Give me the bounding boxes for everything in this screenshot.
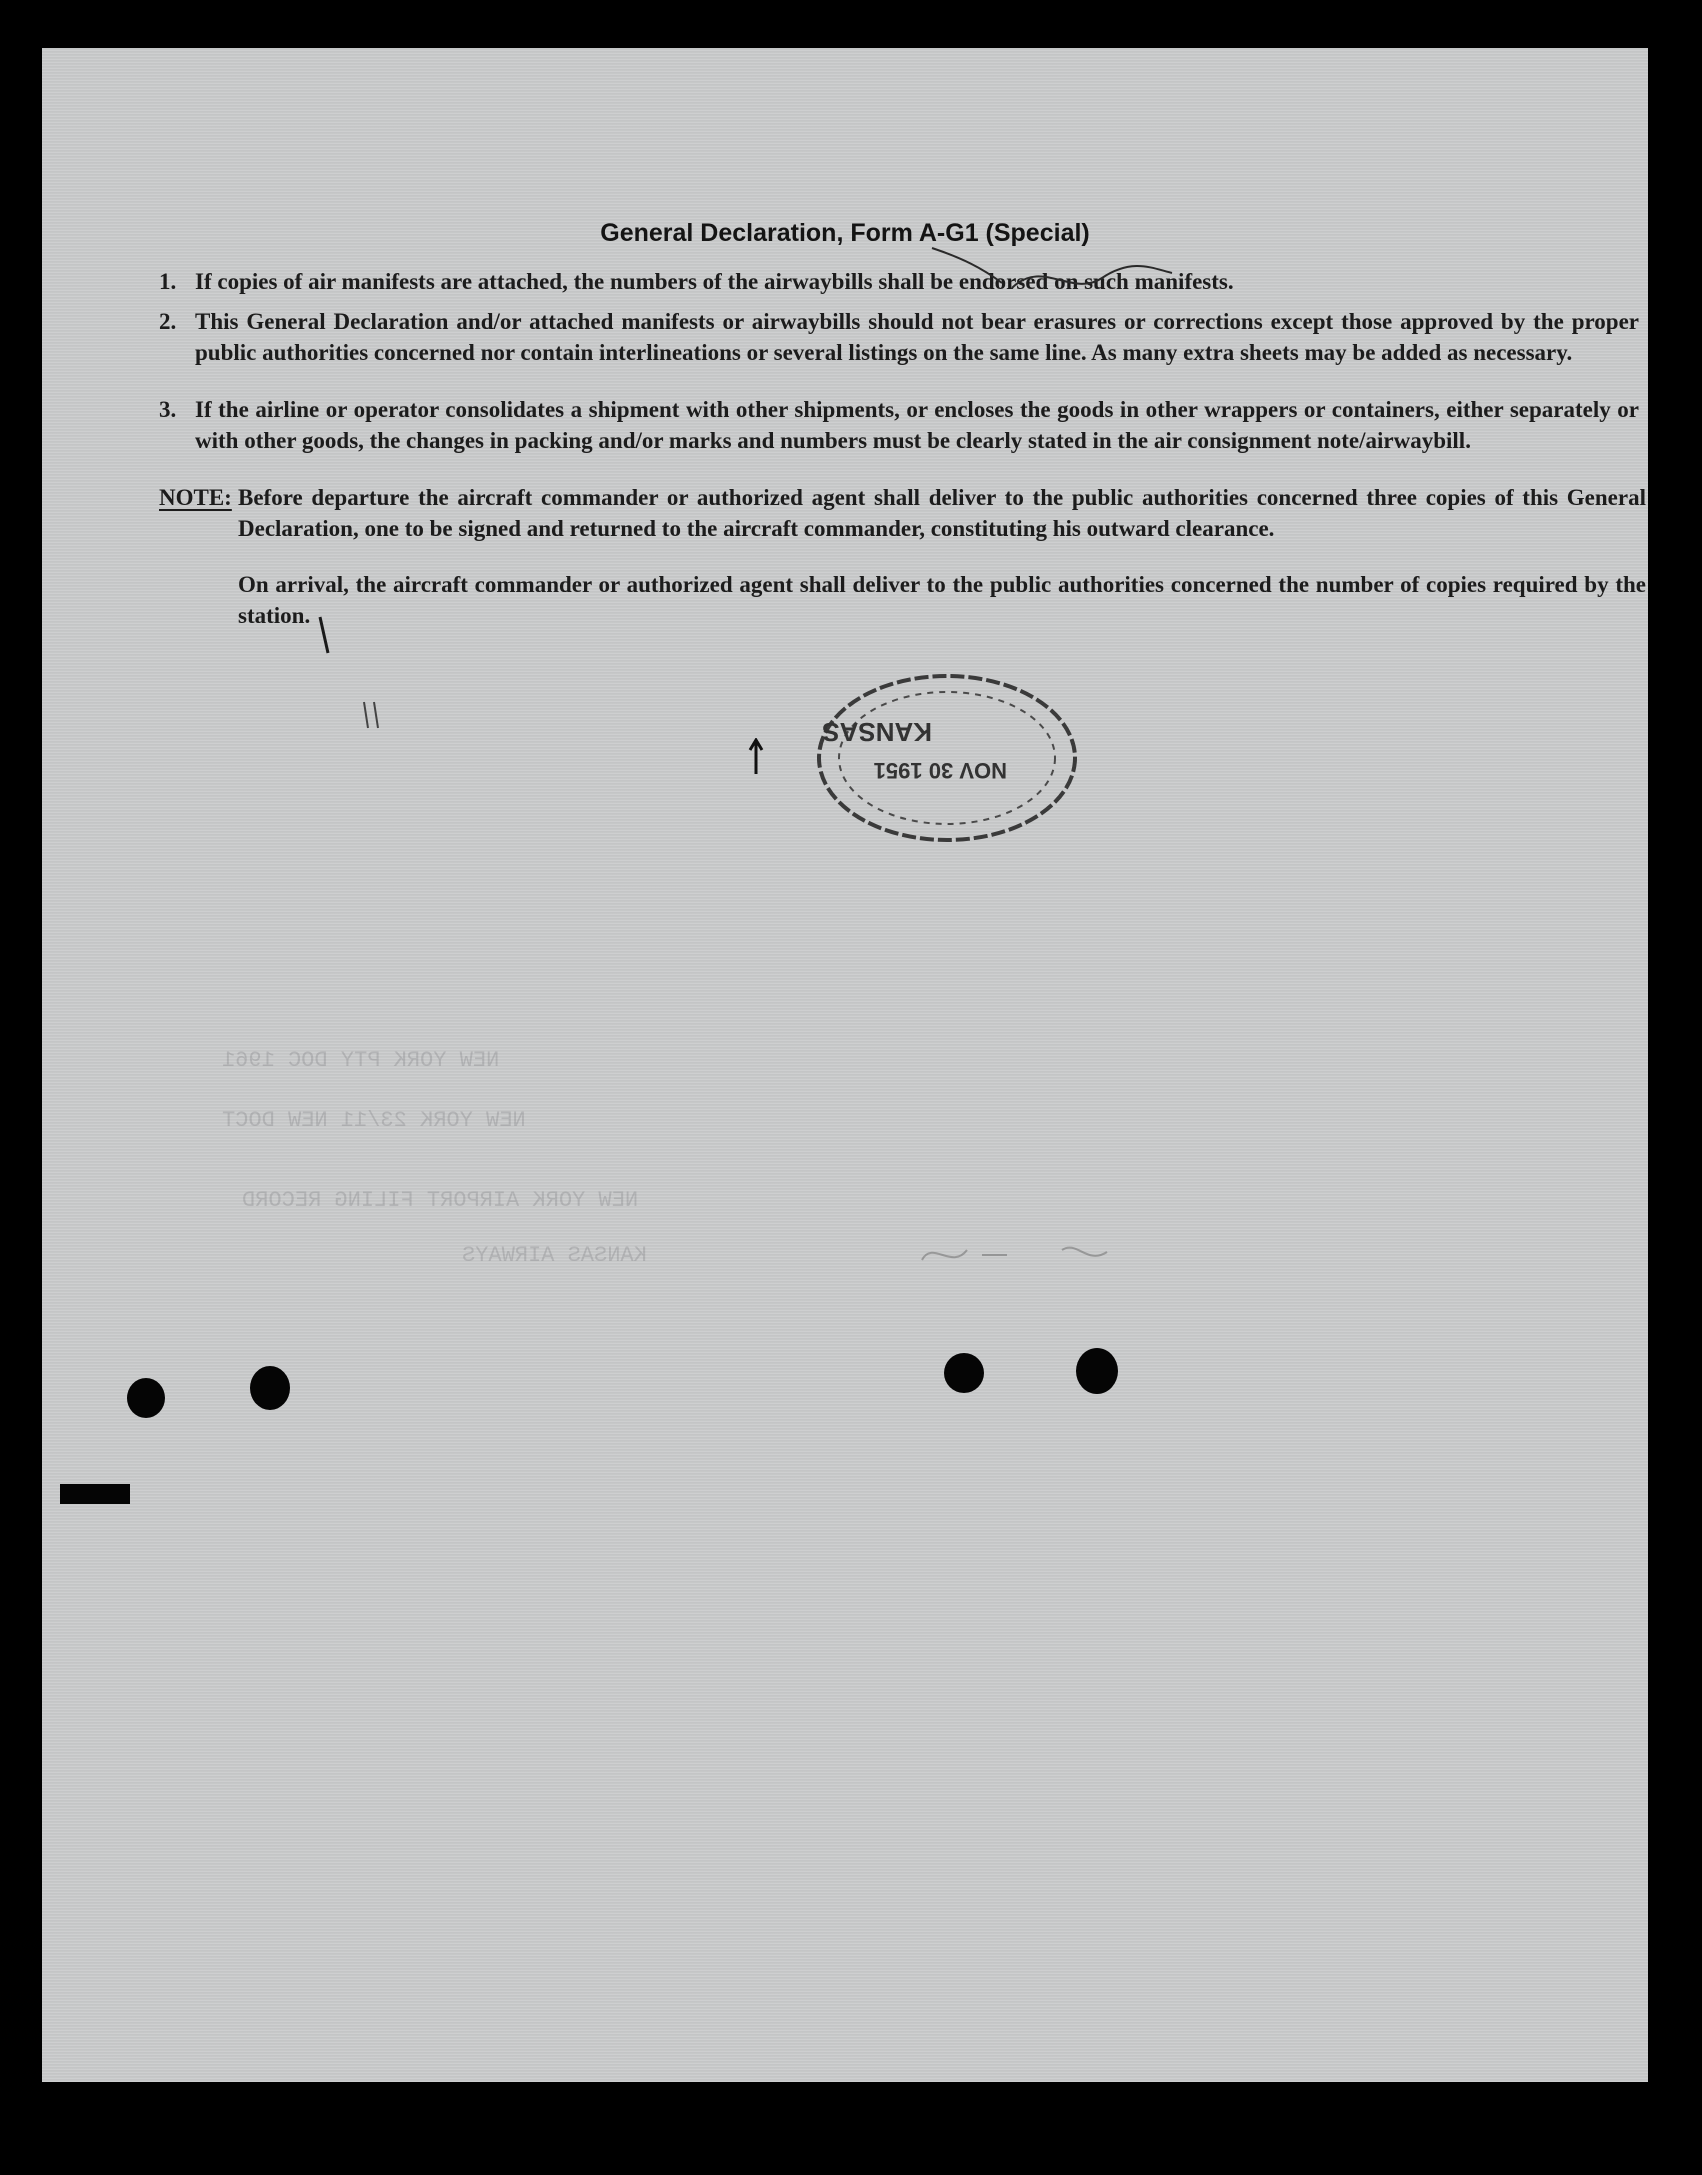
punch-hole	[1076, 1348, 1118, 1394]
pen-mark	[358, 698, 388, 738]
bleed-through-text: NEW YORK AIRPORT FILING RECORD	[242, 1188, 639, 1213]
svg-text:NOV 30 1951: NOV 30 1951	[873, 758, 1007, 783]
note-paragraph: On arrival, the aircraft commander or authorized agent shall deliver to the public authorities concerned the number of copies required by the station.	[238, 572, 1646, 628]
handwritten-mark	[922, 228, 1182, 318]
note-paragraph: Before departure the aircraft commander or authorized agent shall deliver to the public authorities concerned three copies of this General Declaration, one to be signed and returned to the aircraft commander, constituting his outward clearance.	[238, 485, 1646, 541]
pen-mark	[746, 738, 766, 778]
punch-hole	[944, 1353, 984, 1393]
document-page	[42, 48, 1648, 2082]
bleed-through-text: NEW YORK PTY DOC 1961	[222, 1048, 500, 1073]
corner-tab	[60, 1484, 130, 1504]
item-number: 1.	[159, 269, 177, 294]
item-text: If copies of air manifests are attached, the numbers of the airwaybills shall be endorsed on such manifests.	[195, 269, 1234, 294]
customs-stamp	[812, 668, 1082, 848]
bleed-through-text: KANSAS AIRWAYS	[462, 1243, 647, 1268]
page-title: General Declaration, Form A-G1 (Special)	[600, 219, 1090, 247]
item-text: If the airline or operator consolidates a shipment with other shipments, or encloses the goods in other wrappers or containers, either separately or with other goods, the changes in packing and/or marks and numbers must be clearly stated in the air consignment note/airwaybill.	[195, 397, 1639, 453]
item-number: 3.	[159, 397, 177, 422]
svg-text:KANSAS: KANSAS	[822, 717, 932, 747]
note-label: NOTE:	[159, 485, 232, 510]
punch-hole	[250, 1366, 290, 1410]
bleed-through-text: NEW YORK 23/11 NEW DOCT	[222, 1108, 526, 1133]
handwritten-mark	[912, 1230, 1132, 1280]
item-text: This General Declaration and/or attached manifests or airwaybills should not bear erasures or corrections except those approved by the proper public authorities concerned nor contain interlineations or several listings on the same line. As many extra sheets may be added as necessary.	[195, 309, 1639, 365]
punch-hole	[127, 1378, 165, 1418]
pen-mark	[312, 613, 342, 663]
item-number: 2.	[159, 309, 177, 334]
